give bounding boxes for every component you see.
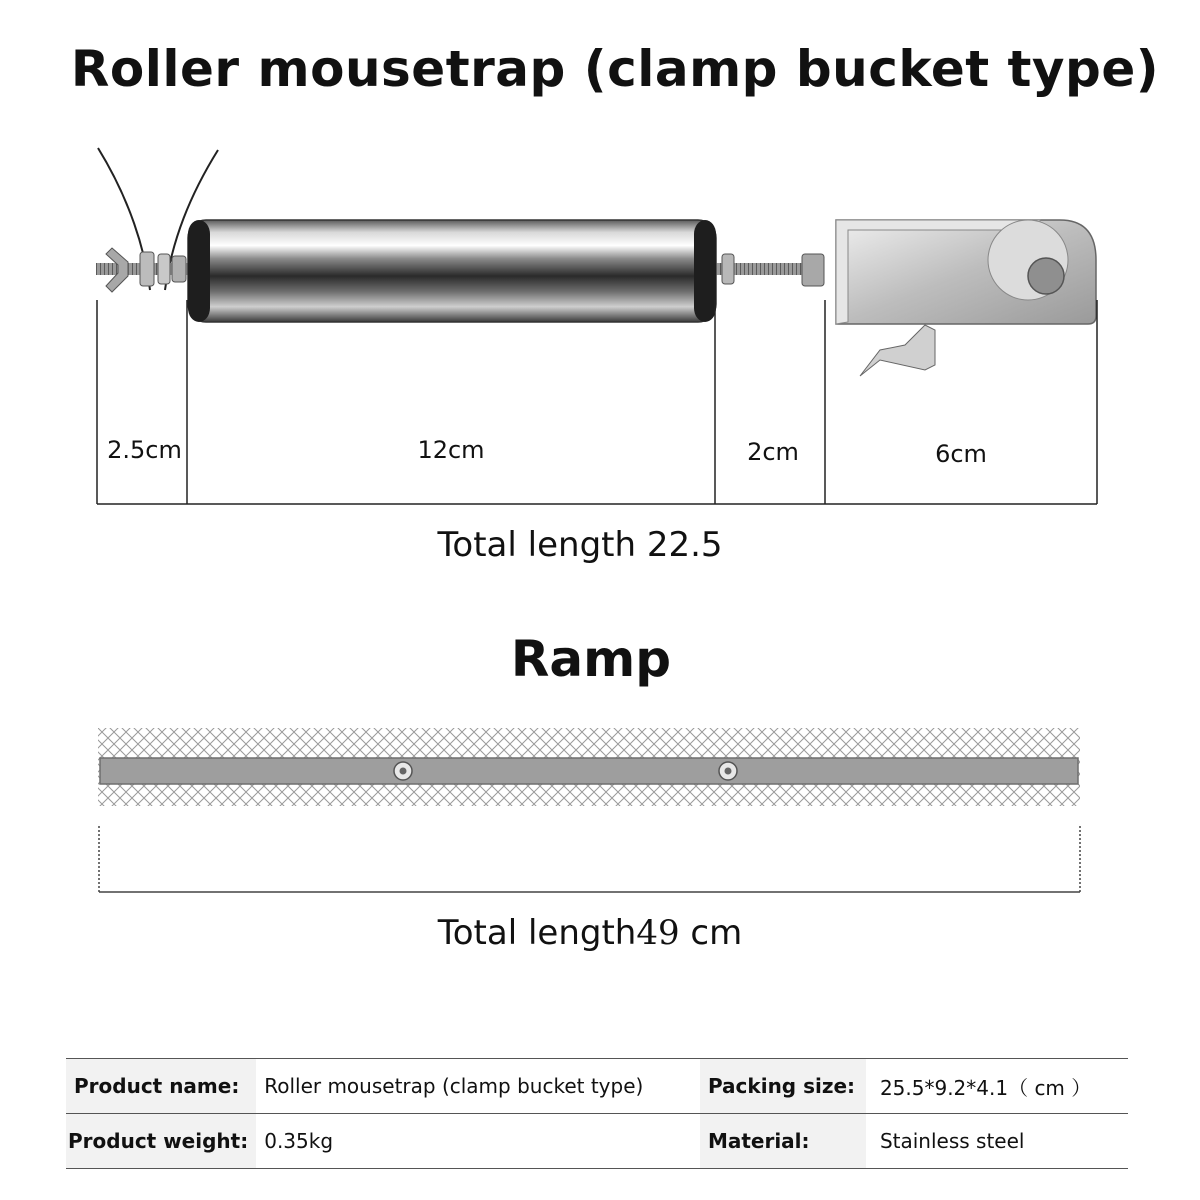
clamp-hook — [860, 325, 935, 376]
ramp-screw — [725, 768, 732, 775]
dimension-label-12cm: 12cm — [417, 436, 485, 464]
nut — [802, 254, 824, 286]
spec-value-product-weight: 0.35kg — [256, 1114, 700, 1169]
ramp-total-prefix: Total length — [437, 913, 637, 953]
spec-key-product-weight: Product weight: — [66, 1114, 256, 1169]
ramp-title: Ramp — [510, 630, 672, 688]
spec-key-product-name: Product name: — [66, 1059, 256, 1114]
dimension-label-2-5cm: 2.5cm — [107, 436, 182, 464]
spec-row — [66, 1059, 1128, 1114]
dimension-lines — [97, 300, 1097, 504]
spec-table — [66, 1058, 1128, 1169]
ramp-screw — [400, 768, 407, 775]
spec-value-product-name: Roller mousetrap (clamp bucket type) — [256, 1059, 700, 1114]
roller-end-cap-right — [694, 220, 716, 322]
spec-key-material: Material: — [700, 1114, 866, 1169]
dimension-label-2cm: 2cm — [747, 438, 799, 466]
dimension-label-6cm: 6cm — [935, 440, 987, 468]
page-title: Roller mousetrap (clamp bucket type) — [70, 40, 1160, 98]
ramp-total-unit: cm — [690, 913, 743, 953]
ramp-bar — [100, 758, 1078, 784]
roller-end-cap-left — [188, 220, 210, 322]
spec-value-material: Stainless steel — [866, 1114, 1128, 1169]
roller-total-length: Total length 22.5 — [437, 525, 723, 565]
ramp-total-length — [340, 913, 840, 953]
roller-tube — [188, 220, 716, 322]
axle-hole — [1028, 258, 1064, 294]
ramp-figure — [0, 720, 1200, 900]
ramp-total-value: 49 — [636, 913, 680, 953]
spec-value-packing-size: 25.5*9.2*4.1（ cm ） — [866, 1059, 1128, 1114]
spec-row — [66, 1114, 1128, 1169]
spec-key-packing-size: Packing size: — [700, 1059, 866, 1114]
nut — [722, 254, 734, 284]
nut — [140, 252, 154, 286]
nut — [158, 254, 170, 284]
nut — [172, 256, 186, 282]
ramp-dimension-lines — [99, 826, 1080, 892]
